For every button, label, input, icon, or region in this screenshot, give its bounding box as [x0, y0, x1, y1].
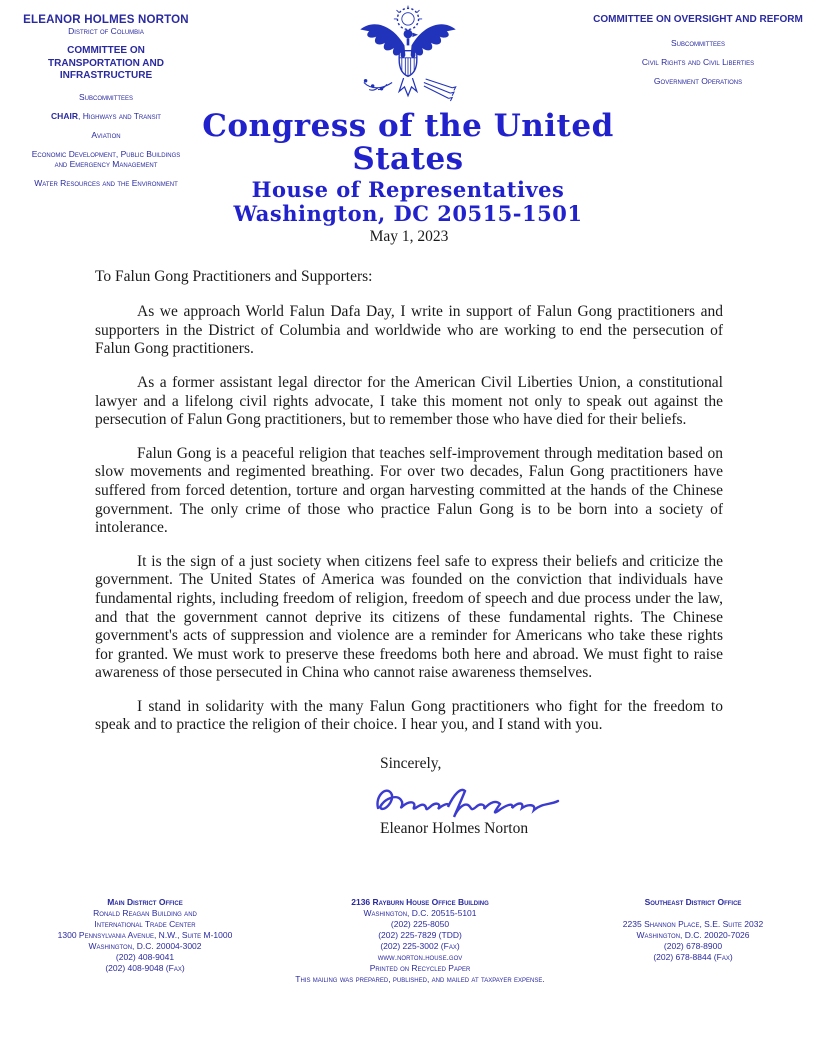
- footer-left-line: Ronald Reagan Building and: [93, 908, 197, 918]
- committee-transportation: COMMITTEE ON TRANSPORTATION AND INFRASTRUCTURE: [48, 45, 164, 81]
- member-name: ELEANOR HOLMES NORTON: [23, 14, 189, 26]
- paragraph-1: As we approach World Falun Dafa Day, I write in support of Falun Gong practitioners and supporters in the District of Columbia and worldwide who are working to end the persecution of Falun Gong practitioners.: [95, 303, 723, 358]
- footer-right-line: (202) 678-8844 (Fax): [653, 952, 733, 962]
- masthead: [188, 4, 628, 226]
- footer-southeast-district-office: [578, 897, 808, 963]
- subcommittee-civil-rights: Civil Rights and Civil Liberties: [641, 56, 755, 67]
- footer-main-district-office: [20, 897, 270, 974]
- subcommittee-aviation: Aviation: [91, 129, 121, 140]
- footer-website: www.norton.house.gov: [377, 952, 463, 962]
- paragraph-2: As a former assistant legal director for the American Civil Liberties Union, a constitutional lawyer and a lifelong civil rights advocate, I take this moment not only to speak out against the persecution of Falun Gong practitioners, but to remember those who have died for their beliefs.: [95, 373, 723, 429]
- paragraph-5: I stand in solidarity with the many Falun Gong practitioners who fight for the freedom to speak and to practice the religion of their choice. I hear you, and I stand with you.: [95, 697, 723, 734]
- footer-right-line: 2235 Shannon Place, S.E. Suite 2032: [622, 919, 764, 929]
- salutation: To Falun Gong Practitioners and Supporters:: [95, 267, 373, 285]
- member-header-block: [8, 14, 204, 188]
- letter-date: May 1, 2023: [369, 228, 449, 245]
- footer-right-spacer: [578, 908, 808, 919]
- signature-image: [370, 776, 565, 820]
- footer-right-line: Washington, D.C. 20020-7026: [636, 930, 750, 940]
- great-seal-eagle-icon: [355, 4, 461, 108]
- footer-center-line: (202) 225-3002 (Fax): [380, 941, 460, 951]
- footer-center-title: 2136 Rayburn House Office Building: [351, 897, 489, 907]
- letter-body: [95, 228, 723, 838]
- subcommittees-label-right: Subcommittees: [670, 37, 725, 48]
- subcommittees-label-left: Subcommittees: [78, 91, 133, 102]
- footer-right-line: (202) 678-8900: [663, 941, 723, 951]
- closing-word: Sincerely,: [380, 755, 442, 773]
- closing-block: [380, 755, 723, 838]
- footer-center-line: Washington, D.C. 20515-5101: [363, 908, 477, 918]
- footer-left-line: International Trade Center: [94, 919, 196, 929]
- chair-detail: , Highways and Transit: [77, 110, 161, 121]
- footer-left-line: 1300 Pennsylvania Avenue, N.W., Suite M-1000: [57, 930, 233, 940]
- masthead-title: Congress of the United States: [202, 108, 614, 177]
- footer-disclaimer: This mailing was prepared, published, and mailed at taxpayer expense.: [295, 974, 545, 984]
- subcommittee-chair-line: [8, 111, 204, 121]
- chair-label: CHAIR: [51, 110, 78, 121]
- footer-left-line: (202) 408-9041: [115, 952, 175, 962]
- footer-center-line: (202) 225-7829 (TDD): [378, 930, 462, 940]
- member-district: District of Columbia: [68, 26, 144, 36]
- paragraph-3: Falun Gong is a peaceful religion that teaches self-improvement through meditation based on slow movements and regimented breathing. For over two decades, Falun Gong practitioners have suffered from forced detention, torture and organ harvesting committed at the hands of the Chinese government. The only crime of those who practice Falun Gong is to be born into a society of intolerance.: [95, 444, 723, 537]
- footer-recycled-paper: Printed on Recycled Paper: [369, 963, 471, 973]
- subcommittee-government-operations: Government Operations: [653, 75, 743, 86]
- committee-oversight: COMMITTEE ON OVERSIGHT AND REFORM: [593, 14, 803, 25]
- footer-center-line: (202) 225-8050: [390, 919, 450, 929]
- footer-left-title: Main District Office: [107, 897, 183, 907]
- footer-left-line: (202) 408-9048 (Fax): [105, 963, 185, 973]
- masthead-address: Washington, DC 20515-1501: [233, 201, 583, 226]
- subcommittee-water-resources: Water Resources and the Environment: [34, 177, 178, 188]
- footer-left-line: Washington, D.C. 20004-3002: [88, 941, 202, 951]
- footer-right-title: Southeast District Office: [644, 897, 742, 907]
- subcommittee-economic-development: Economic Development, Public Buildings and Emergency Management: [31, 148, 181, 169]
- signer-name: Eleanor Holmes Norton: [380, 819, 529, 837]
- paragraph-4: It is the sign of a just society when citizens feel safe to express their beliefs and criticize the government. The United States of America was founded on the conviction that individuals have fundamental rights, including freedom of religion, freedom of speech and due process under the law, and that the government cannot deprive its citizens of these fundamental rights. The Chinese government's acts of suppression and violence are a reminder for Americans who take these rights for granted. We must work to preserve these freedoms both here and abroad. We must fight to raise awareness of those persecuted in China who cannot raise awareness themselves.: [95, 552, 723, 682]
- footer-capitol-office: [275, 897, 565, 985]
- masthead-subtitle: House of Representatives: [251, 177, 565, 202]
